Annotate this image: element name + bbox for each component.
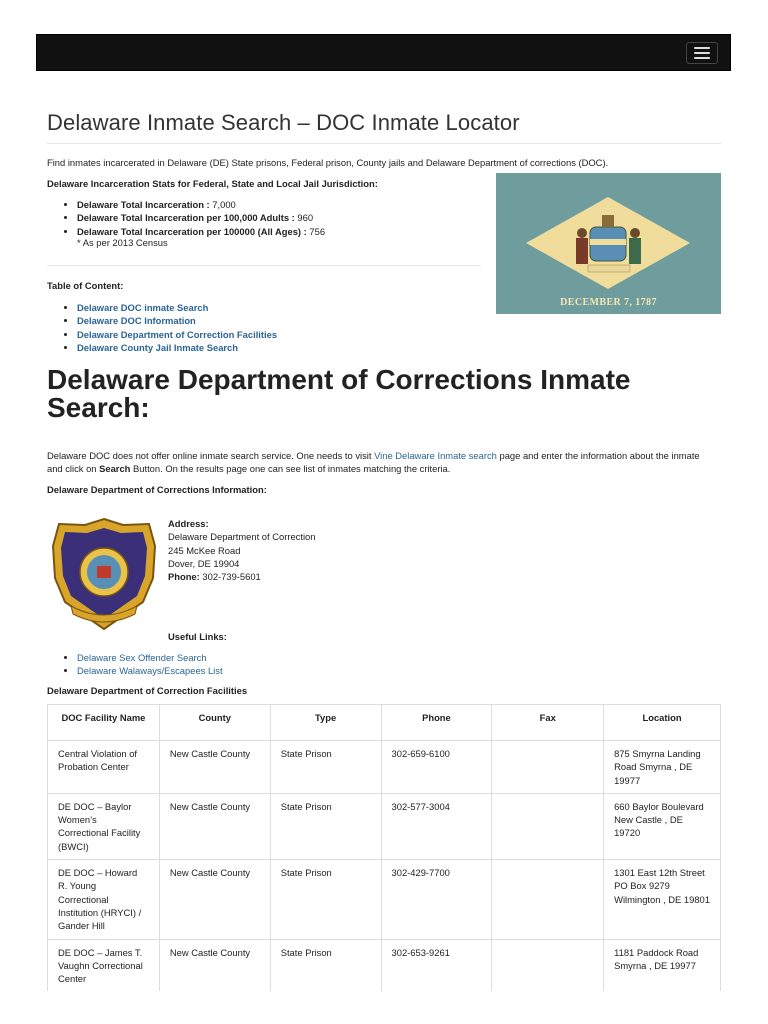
section-title-doc-search: Delaware Department of Corrections Inmate Search: (47, 364, 631, 423)
facility-name: Central Violation of Probation Center (48, 741, 160, 794)
useful-link-item (77, 651, 223, 664)
toc-link-correction-facilities[interactable]: Delaware Department of Correction Facilities (77, 328, 278, 340)
soldier-body (629, 238, 641, 264)
toc-item (77, 314, 277, 327)
title-divider (47, 143, 721, 144)
doc-info-heading: Delaware Department of Corrections Information: (47, 484, 267, 495)
flag-banner (588, 265, 630, 272)
hamburger-menu-icon[interactable] (686, 42, 718, 64)
address-label (168, 517, 315, 530)
column-header: DOC Facility Name (48, 705, 160, 741)
sex-offender-search-link[interactable]: Delaware Sex Offender Search (77, 652, 207, 663)
flag-shield-band (590, 239, 626, 245)
facility-county: New Castle County (159, 939, 270, 991)
address-label-text: Address: (168, 518, 209, 529)
stat-value: 960 (294, 212, 314, 224)
facilities-table (47, 704, 721, 991)
stats-divider (47, 265, 481, 266)
facility-fax (492, 939, 604, 991)
table-row (48, 939, 721, 991)
facility-county: New Castle County (159, 793, 270, 859)
para-text: page and enter the information about the inmate and click on (47, 450, 700, 475)
table-row (48, 793, 721, 859)
flag-graphic (496, 173, 721, 314)
phone-label: Phone: (168, 571, 200, 583)
useful-links-heading: Useful Links: (168, 631, 227, 642)
column-header: Phone (381, 705, 492, 741)
farmer-figure (577, 228, 587, 238)
farmer-body (576, 238, 588, 264)
toc-link-county-jail-search[interactable]: Delaware County Jail Inmate Search (77, 341, 239, 353)
facility-name: DE DOC – Baylor Women’s Correctional Facility (BWCI) (48, 793, 160, 859)
stat-value: 7,000 (209, 199, 236, 210)
facility-type: State Prison (270, 939, 381, 991)
facility-location: 875 Smyrna Landing Road Smyrna , DE 19977 (604, 741, 721, 794)
facility-name: DE DOC – James T. Vaughn Correctional Center (48, 939, 160, 991)
vine-search-link[interactable]: Vine Delaware Inmate search (374, 450, 497, 461)
facility-location: 660 Baylor Boulevard New Castle , DE 19720 (604, 793, 721, 859)
walaways-escapees-link[interactable]: Delaware Walaways/Escapees List (77, 665, 223, 677)
toc-link-doc-information[interactable]: Delaware DOC Information (77, 315, 196, 327)
stats-heading: Delaware Incarceration Stats for Federal, State and Local Jail Jurisdiction: (47, 178, 378, 189)
facilities-heading: Delaware Department of Correction Facilities (47, 685, 248, 696)
doc-address-block (168, 517, 315, 583)
toc-heading: Table of Content: (47, 280, 124, 291)
facility-county: New Castle County (159, 741, 270, 794)
hamburger-bar (694, 52, 710, 54)
column-header: Type (270, 705, 381, 741)
facility-type: State Prison (270, 793, 381, 859)
hamburger-bar (694, 47, 710, 49)
stat-item (77, 211, 325, 224)
facility-type: State Prison (270, 741, 381, 794)
column-header: Location (604, 705, 721, 741)
facility-location: 1181 Paddock Road Smyrna , DE 19977 (604, 939, 721, 991)
facility-type: State Prison (270, 860, 381, 939)
delaware-flag-image (496, 173, 721, 314)
toc-item (77, 301, 277, 314)
facility-phone: 302-653-9261 (381, 939, 492, 991)
stat-item (77, 225, 325, 238)
para-text: Button. On the results page one can see list of inmates matching the criteria. (130, 463, 451, 475)
toc-link-doc-inmate-search[interactable]: Delaware DOC inmate Search (77, 302, 209, 313)
para-text: Delaware DOC does not offer online inmate search service. One needs to visit (47, 450, 375, 461)
stat-item (77, 198, 325, 211)
facility-name: DE DOC – Howard R. Young Correctional Institution (HRYCI) / Gander Hill (48, 860, 160, 939)
facility-fax (492, 741, 604, 794)
facility-phone: 302-577-3004 (381, 793, 492, 859)
useful-link-item (77, 664, 223, 677)
badge-shield (97, 566, 111, 578)
facility-phone: 302-659-6100 (381, 741, 492, 794)
stat-value: 756 (306, 225, 326, 237)
toc-item (77, 328, 277, 341)
search-keyword: Search (99, 463, 131, 475)
doc-badge-image (49, 516, 159, 632)
column-header: County (159, 705, 270, 741)
hamburger-bar (694, 57, 710, 59)
stat-label: Delaware Total Incarceration per 100,000 Adults : (77, 212, 295, 224)
table-row (48, 860, 721, 939)
facility-phone: 302-429-7700 (381, 860, 492, 939)
stats-list (47, 198, 325, 238)
useful-links-list (47, 651, 223, 678)
soldier-figure (630, 228, 640, 238)
address-line: 245 McKee Road (168, 544, 241, 556)
top-navbar (36, 34, 731, 71)
address-line: Delaware Department of Correction (168, 531, 316, 543)
toc-item (77, 341, 277, 354)
facility-fax (492, 860, 604, 939)
table-of-contents (47, 301, 277, 354)
census-note: * As per 2013 Census (77, 237, 168, 248)
facility-fax (492, 793, 604, 859)
doc-search-paragraph (47, 449, 712, 476)
table-row (48, 741, 721, 794)
facility-county: New Castle County (159, 860, 270, 939)
address-line: Dover, DE 19904 (168, 557, 240, 569)
stat-label: Delaware Total Incarceration per 100000 (All Ages) : (77, 225, 307, 237)
flag-ship-crest (602, 215, 614, 227)
flag-date: DECEMBER 7, 1787 (560, 297, 657, 308)
phone-line (168, 570, 315, 583)
facility-location: 1301 East 12th Street PO Box 9279 Wilmington , DE 19801 (604, 860, 721, 939)
table-header-row (48, 705, 721, 741)
page-title: Delaware Inmate Search – DOC Inmate Locator (47, 110, 520, 135)
intro-text: Find inmates incarcerated in Delaware (DE) State prisons, Federal prison, County jails and Delaware Department of corrections (DOC). (47, 157, 609, 168)
column-header: Fax (492, 705, 604, 741)
stat-label: Delaware Total Incarceration : (77, 199, 210, 210)
phone-number: 302-739-5601 (199, 571, 261, 583)
badge-graphic (49, 516, 159, 632)
